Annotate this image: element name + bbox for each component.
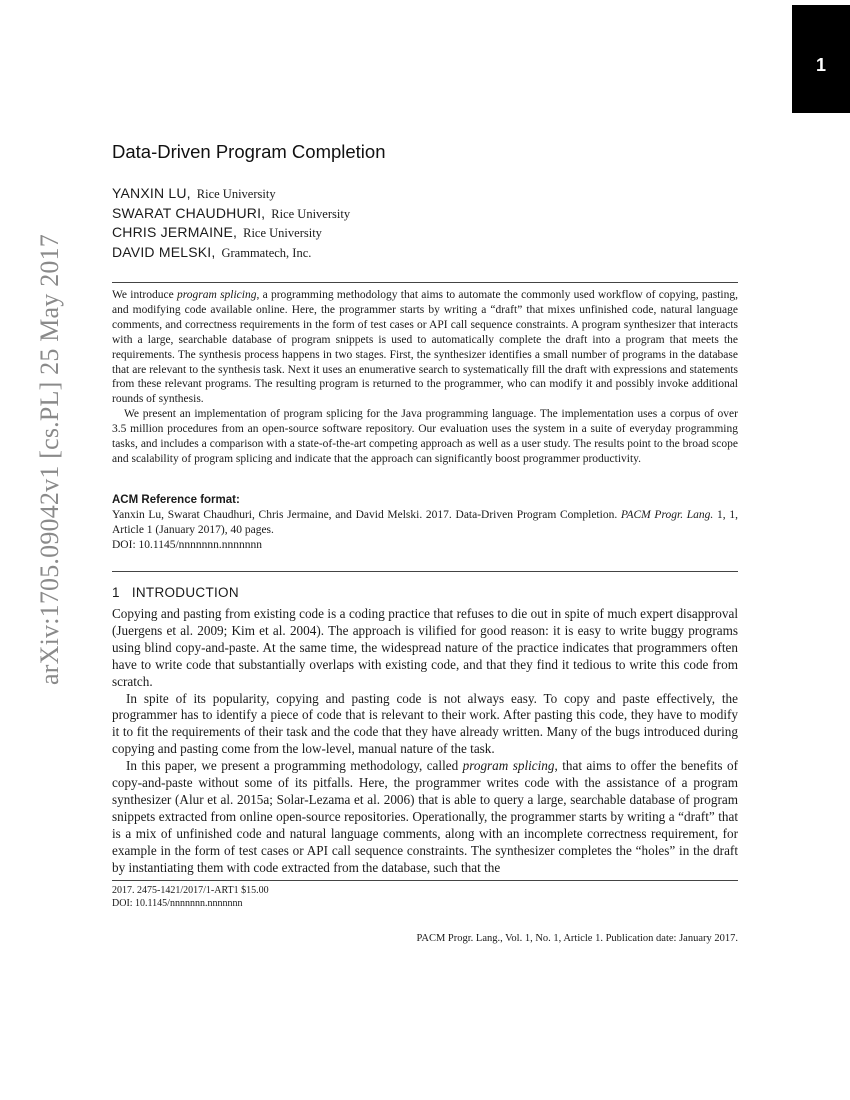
- author-affiliation: Rice University: [196, 187, 276, 201]
- body-text: , that aims to offer the benefits of copy-and-paste without some of its pitfalls. Here, the programmer writes code with the assistance of a program synthesizer (Alur et al. 2015a; Solar-Lezama et al. 2006) that is able to query a large, searchable database of program snippets extracted from online open-source repositories. Operationally, the programmer starts by writing a “draft” that is a mix of unfinished code and natural language comments, along with an incomplete correctness requirement, for example in the form of test cases or API call sequence constraints. The synthesizer completes the “holes” in the draft by instantiating them with code extracted from the database, such that the: [112, 758, 738, 875]
- section-heading: [112, 585, 239, 600]
- citation-text: Yanxin Lu, Swarat Chaudhuri, Chris Jermaine, and David Melski. 2017. Data-Driven Program Completion.: [112, 508, 621, 521]
- author-affiliation: Grammatech, Inc.: [221, 245, 312, 260]
- citation-venue: PACM Progr. Lang.: [620, 508, 714, 521]
- footnote-rule: [112, 880, 738, 881]
- abstract: [112, 288, 738, 467]
- footnote-doi-line: DOI: 10.1145/nnnnnnn.nnnnnnn: [112, 898, 243, 909]
- body-text: In this paper, we present a programming methodology, called: [126, 758, 463, 774]
- abstract-emphasis: program splicing: [176, 289, 257, 301]
- body-paragraph: Copying and pasting from existing code is a coding practice that refuses to die out in spite of much expert disapproval (Juergens et al. 2009; Kim et al. 2004). The approach is vilified for good reason: it is easy to write buggy programs using blind copy-and-paste. At the same time, the widespread nature of the practice indicates that programmers often have to write code that substantially overlaps with existing code, and that they find it tedious to write this code from scratch.: [112, 606, 738, 689]
- section-number: 1: [112, 585, 120, 600]
- acm-reference-heading: ACM Reference format:: [112, 494, 240, 506]
- author-name: DAVID MELSKI,: [112, 243, 216, 260]
- body-emphasis: program splicing: [462, 758, 555, 774]
- footnote-price-line: 2017. 2475-1421/2017/1-ART1 $15.00: [112, 885, 269, 896]
- author-entry: [112, 224, 350, 244]
- page-number: 1: [815, 55, 826, 75]
- author-name: CHRIS JERMAINE,: [112, 224, 238, 240]
- arxiv-identifier-stamp: arXiv:1705.09042v1 [cs.PL] 25 May 2017: [35, 234, 64, 685]
- abstract-top-rule: [112, 282, 738, 283]
- author-name: SWARAT CHAUDHURI,: [112, 204, 266, 221]
- acm-reference-doi: DOI: 10.1145/nnnnnnn.nnnnnnn: [112, 538, 263, 551]
- author-entry: [112, 185, 350, 205]
- author-entry: [112, 205, 350, 225]
- citation-text: 1, 1, Article 1 (January 2017), 40 pages.: [112, 508, 738, 536]
- author-affiliation: Rice University: [271, 206, 351, 221]
- page-number-tab: [792, 5, 850, 113]
- author-name: YANXIN LU,: [112, 185, 191, 201]
- paper-title: Data-Driven Program Completion: [112, 141, 386, 162]
- abstract-text: We introduce: [112, 289, 177, 301]
- body-paragraph: [112, 758, 738, 876]
- body-paragraph: In spite of its popularity, copying and pasting code is not always easy. To copy and paste effectively, the programmer has to identify a piece of code that is relevant to their work. After pasting this code, they have to modify it to fit the requirements of their task and the code that they have already written. Many of the bugs introduced during copying and pasting come from the low-level, manual nature of the task.: [112, 690, 738, 757]
- section-title: INTRODUCTION: [131, 585, 239, 600]
- running-footer: PACM Progr. Lang., Vol. 1, No. 1, Article 1. Publication date: January 2017.: [416, 933, 738, 944]
- author-entry: [112, 244, 350, 264]
- abstract-paragraph: We present an implementation of program splicing for the Java programming language. The implementation uses a corpus of over 3.5 million procedures from an open-source software repository. Our evaluation uses the system in a suite of everyday programming tasks, and includes a comparison with a state-of-the-art competing approach as well as a user study. The results point to the broad scope and scalability of program splicing and indicate that the approach can significantly boost programmer productivity.: [112, 408, 738, 465]
- abstract-text: , a programming methodology that aims to automate the commonly used workflow of copying, pasting, and modifying code available online. Here, the programmer starts by writing a “draft” that mixes unfinished code, natural language comments, and correctness requirements in the form of test cases or API call sequence constraints. A program synthesizer that interacts with a large, searchable database of program snippets is used to automatically complete the draft into a program that meets the requirements. The synthesis process happens in two stages. First, the synthesizer identifies a small number of programs in the database that are relevant to the synthesis task. Next it uses an enumerative search to systematically fill the draft with expressions and statements from these relevant programs. The resulting program is returned to the programmer, who can modify it and possibly invoke additional rounds of synthesis.: [112, 289, 738, 406]
- author-list: [112, 185, 350, 263]
- author-affiliation: Rice University: [243, 226, 322, 240]
- introduction-body: [112, 606, 738, 877]
- footnote: [112, 884, 269, 910]
- abstract-bottom-rule: [112, 571, 738, 572]
- abstract-paragraph: [112, 288, 738, 407]
- acm-reference-format: [112, 493, 738, 553]
- acm-reference-citation: [112, 508, 738, 538]
